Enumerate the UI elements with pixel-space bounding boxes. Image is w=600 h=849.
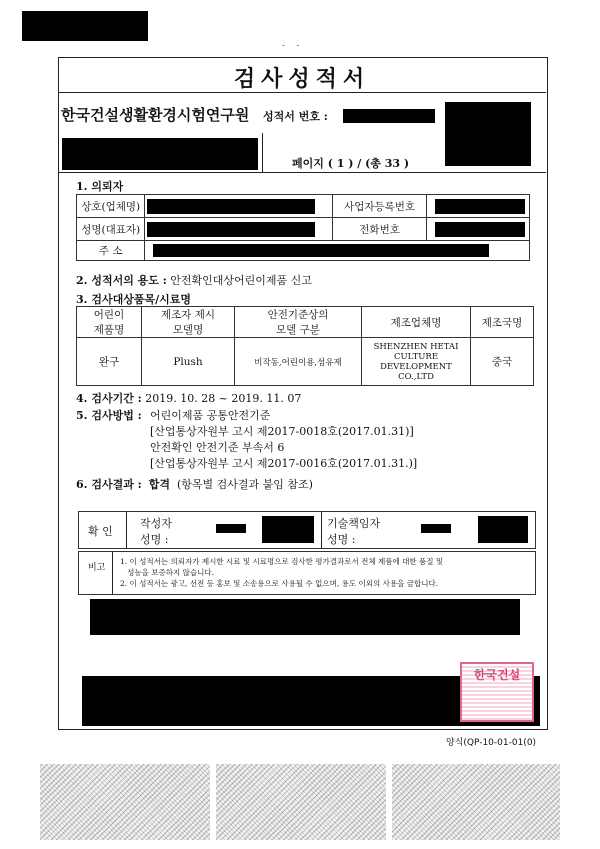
header-country: 제조국명 [471,307,534,338]
redacted-writer-sign [262,516,314,543]
phone-label: 전화번호 [333,218,427,241]
redacted-report-no [343,109,435,123]
method-line: 어린이제품 공통안전기준 [150,409,271,422]
redacted-logo [445,102,531,166]
section-6-label: 6. 검사결과 : [76,478,142,491]
writer-name-label: 성명 : [140,533,169,546]
section-2 [76,272,312,288]
section-4-label: 4. 검사기간 : [76,392,142,405]
stamp-text: 한국건설 [473,668,521,682]
method-line: [산업통상자원부 고시 제2017-0018호(2017.01.31)] [150,425,414,438]
section-2-label: 2. 성적서의 용도 : [76,274,167,287]
result-note: (항목별 검사결과 붙임 참조) [176,478,313,491]
address-value [145,241,530,261]
divider [321,511,322,548]
redacted-tech-sign [478,516,528,543]
company-value [145,195,333,218]
confirm-label: 확 인 [88,525,113,538]
security-pattern [216,764,386,840]
security-pattern [40,764,210,840]
writer-label: 작성자 [140,517,172,530]
section-4 [76,390,301,406]
section-1-heading: 1. 의뢰자 [76,180,124,193]
company-label: 상호(업체명) [77,195,145,218]
cell-model-name: Plush [142,338,235,386]
section-5-label: 5. 검사방법 : [76,409,142,422]
security-pattern [392,764,560,840]
header-model-name: 제조자 제시 모델명 [142,307,235,338]
name-value [145,218,333,241]
org-name: 한국건설생활환경시험연구원 [61,106,250,124]
method-line: 안전확인 안전기준 부속서 6 [150,441,285,454]
redacted-header [22,11,148,41]
biz-no-value [427,195,530,218]
section-3-heading: 3. 검사대상품목/시료명 [76,293,191,306]
official-stamp [460,662,534,722]
document-title: 검사성적서 [233,66,371,92]
phone-value [427,218,530,241]
divider [126,511,127,548]
section-4-value: 2019. 10. 28 ~ 2019. 11. 07 [145,392,302,405]
tech-name-label: 성명 : [327,533,356,546]
divider [58,172,546,173]
biz-no-label: 사업자등록번호 [333,195,427,218]
header-product-name: 어린이 제품명 [77,307,142,338]
section-2-value: 안전확인대상어린이제품 신고 [170,274,312,287]
top-mark: - - [282,40,304,51]
name-label: 성명(대표자) [77,218,145,241]
address-label: 주 소 [77,241,145,261]
cell-model-class: 비작동,어린이용,섬유제 [235,338,362,386]
redacted-block [90,599,520,635]
remark-label: 비고 [88,563,106,573]
cell-manufacturer: SHENZHEN HETAI CULTURE DEVELOPMENT CO.,LTD [362,338,471,386]
page-label: 페이지 ( 1 ) / (총 33 ) [292,157,410,170]
remark-line: 2. 이 성적서는 광고, 선전 등 홍보 및 소송용으로 사용될 수 없으며, 용도 이외의 사용을 금합니다. [120,579,439,588]
report-no-label: 성적서 번호 : [263,110,328,123]
tech-label: 기술책임자 [327,517,381,530]
header-model-class: 안전기준상의 모델 구분 [235,307,362,338]
remark-line: 성능을 보증하지 않습니다. [120,568,214,577]
cell-product-name: 완구 [77,338,142,386]
redacted-writer-name [216,524,246,533]
section-6 [76,476,313,492]
divider [58,92,546,93]
remark-line: 1. 이 성적서는 의뢰자가 제시한 시료 및 시료명으로 검사한 평가결과로서 전체 제품에 대한 품질 및 [120,557,444,566]
cell-country: 중국 [471,338,534,386]
redacted-barcode [62,138,258,170]
result-value: 합격 [148,478,170,491]
product-table [76,306,534,386]
redacted-tech-name [421,524,451,533]
method-line: [산업통상자원부 고시 제2017-0016호(2017.01.31.)] [150,457,418,470]
divider [262,133,263,173]
client-table [76,194,530,261]
form-number: 양식(QP-10-01-01(0) [446,738,537,748]
header-manufacturer: 제조업체명 [362,307,471,338]
divider [112,551,113,594]
